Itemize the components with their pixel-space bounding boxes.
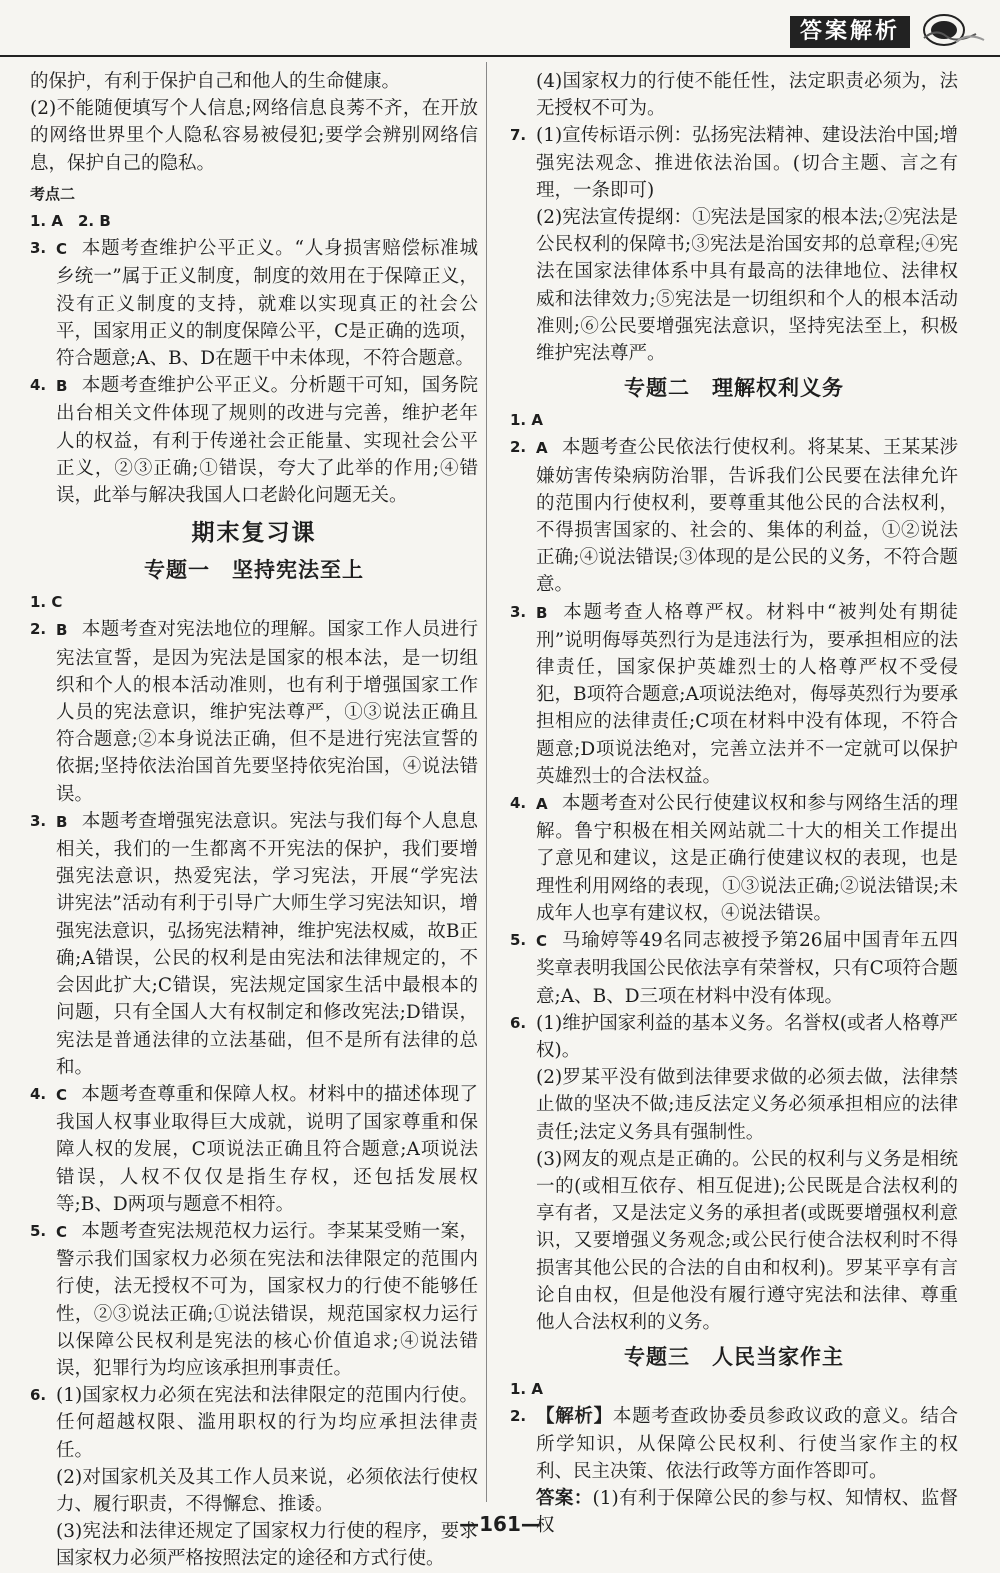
header-rule <box>0 55 1000 57</box>
answer-part-2: (2)对国家机关及其工作人员来说，必须依法行使权力、履行职责，不得懈怠、推诿。 <box>56 1466 478 1515</box>
question-3 <box>30 235 478 372</box>
topic-name: 人民当家作主 <box>712 1345 844 1370</box>
answers-1-2: 1. A 2. B <box>30 212 111 231</box>
question-number: 2. <box>510 438 527 457</box>
question-7 <box>510 122 958 204</box>
intro-line-1: 的保护，有利于保护自己和他人的生命健康。 <box>30 71 401 92</box>
topic-2-title <box>510 373 958 403</box>
page-number: —161— <box>459 1512 541 1536</box>
right-column <box>510 68 958 1539</box>
explanation: 本题考查维护公平正义。分析题干可知，国务院出台相关文件体现了规则的改进与完善，维护老年人的权益，有利于传递社会正能量、实现社会公平正义，②③正确;①错误，夸大了此举的作用;④错误，此举与解决我国人口老龄化问题无关。 <box>56 375 478 507</box>
answer-letter: B <box>56 812 68 831</box>
answer-letter: B <box>56 377 68 396</box>
question-number: 3. <box>30 239 47 258</box>
t1-question-6 <box>30 1382 478 1464</box>
kaodian-heading: 考点二 <box>30 184 76 203</box>
t2-question-5 <box>510 927 958 1010</box>
question-4 <box>30 372 478 509</box>
answer-letter: A <box>536 795 548 814</box>
question-number: 2. <box>30 620 47 639</box>
explanation: 马瑜婷等49名同志被授予第26届中国青年五四奖章表明我国公民依法享有荣誉权，只有C项符合题意;A、B、D三项在材料中没有体现。 <box>536 930 958 1007</box>
answer-text: (1)有利于保障公民的参与权、知情权、监督权 <box>536 1487 958 1537</box>
explanation: 本题考查对宪法地位的理解。国家工作人员进行宪法宣誓，是因为宪法是国家的根本法，是一切组织和个人的根本活动准则，也有利于增强国家工作人员的宪法意识，维护宪法尊严，①③说法正确且符合题意;②本身说法正确，但不是进行宪法宣誓的依据;坚持依法治国首先要坚持依宪治国，④说法错误。 <box>56 619 478 805</box>
topic-3-title <box>510 1342 958 1372</box>
answer-part-3: (3)宪法和法律还规定了国家权力行使的程序，要求国家权力必须严格按照法定的途径和方式行使。 <box>56 1521 478 1570</box>
explanation: 本题考查宪法规范权力运行。李某某受贿一案，警示我们国家权力必须在宪法和法律限定的范围内行使，法无授权不可为，国家权力的行使不能够任性，②③说法正确;①说法错误，规范国家权力运行以保障公民权利是宪法的核心价值追求;④说法错误，犯罪行为均应该承担刑事责任。 <box>56 1220 478 1379</box>
t1-question-2 <box>30 616 478 807</box>
answer-letter: C <box>56 1222 68 1241</box>
answer-letter: C <box>536 932 548 951</box>
t1-question-3 <box>30 808 478 1081</box>
answer-part-1: (1)宣传标语示例：弘扬宪法精神、建设法治中国;增强宪法观念、推进依法治国。(切合主题、言之有理，一条即可) <box>536 125 958 201</box>
answer-letter: C <box>56 1085 68 1104</box>
t1-answer-1: 1. C <box>30 593 63 612</box>
explanation: 本题考查人格尊严权。材料中“被判处有期徒刑”说明侮辱英烈行为是违法行为，要承担相应的法律责任，国家保护英雄烈士的人格尊严权不受侵犯，B项符合题意;A项说法绝对，侮辱英烈行为要承担相应的法律责任;C项在材料中没有体现，不符合题意;D项说法绝对，完善立法并不一定就可以保护英雄烈士的合法权益。 <box>536 601 958 787</box>
answer-part-2: (2)罗某平没有做到法律要求做的必须去做，法律禁止做的坚决不做;违反法定义务必须承担相应的法律责任;法定义务具有强制性。 <box>536 1067 958 1143</box>
question-number: 5. <box>30 1221 47 1240</box>
answer-letter: B <box>536 603 548 622</box>
answer-letter: B <box>56 621 68 640</box>
question-number: 5. <box>510 931 527 950</box>
landscape-emblem-icon <box>916 8 986 52</box>
topic-name: 坚持宪法至上 <box>232 558 364 583</box>
t2-question-2 <box>510 434 958 598</box>
topic-label: 专题三 <box>624 1345 690 1370</box>
t2-answer-1: 1. A <box>510 411 543 430</box>
column-divider <box>486 62 487 1502</box>
topic-1-title <box>30 555 478 585</box>
page-header <box>0 0 1000 62</box>
topic-label: 专题一 <box>144 558 210 583</box>
continued-part-4: (4)国家权力的行使不能任性，法定职责必须为，法无授权不可为。 <box>536 71 958 120</box>
t2-question-6 <box>510 1010 958 1064</box>
question-number: 4. <box>30 376 47 395</box>
question-number: 7. <box>510 126 527 145</box>
explanation: 本题考查公民依法行使权利。将某某、王某某涉嫌妨害传染病防治罪，告诉我们公民要在法律允许的范围内行使权利，要尊重其他公民的合法权利，不得损害国家的、社会的、集体的利益，①②说法正确;④说法错误;③体现的是公民的义务，不符合题意。 <box>536 437 958 596</box>
question-number: 4. <box>510 794 527 813</box>
t2-question-3 <box>510 599 958 790</box>
explanation: 本题考查维护公平正义。“人身损害赔偿标准城乡统一”属于正义制度，制度的效用在于保障正义，没有正义制度的支持，就难以实现真正的社会公平，国家用正义的制度保障公平，C是正确的选项，符合题意;A、B、D在题干中未体现，不符合题意。 <box>56 238 478 370</box>
t3-answer-1: 1. A <box>510 1380 543 1399</box>
final-review-title: 期末复习课 <box>191 520 317 547</box>
answer-part-1: (1)国家权力必须在宪法和法律限定的范围内行使。任何超越权限、滥用职权的行为均应承担法律责任。 <box>56 1385 478 1461</box>
left-column <box>30 68 478 1573</box>
question-number: 6. <box>30 1386 47 1405</box>
question-number: 3. <box>30 811 47 830</box>
t2-question-4 <box>510 790 958 927</box>
explanation: 本题考查尊重和保障人权。材料中的描述体现了我国人权事业取得巨大成就，说明了国家尊重和保障人权的发展，C项说法正确且符合题意;A项说法错误，人权不仅仅是指生存权，还包括发展权等;B、D两项与题意不相符。 <box>56 1083 478 1215</box>
intro-line-2: (2)不能随便填写个人信息;网络信息良莠不齐，在开放的网络世界里个人隐私容易被侵犯;要学会辨别网络信息，保护自己的隐私。 <box>30 98 478 174</box>
explanation: 本题考查增强宪法意识。宪法与我们每个人息息相关，我们的一生都离不开宪法的保护，我们要增强宪法意识，热爱宪法，学习宪法，开展“学宪法 讲宪法”活动有利于引导广大师生学习宪法知识，增强宪法意识，弘扬宪法精神，维护宪法权威，故B正确;A错误，公民的权利是由宪法和法律规定的，不会因此扩大;C错误，宪法规定国家生活中最根本的问题，只有全国人大有权制定和修改宪法;D错误，宪法是普通法律的立法基础，但不是所有法律的总和。 <box>56 810 478 1078</box>
answer-part-3: (3)网友的观点是正确的。公民的权利与义务是相统一的(或相互依存、相互促进);公民既是合法权利的享有者，又是法定义务的承担者(或既要增强权利意识，又要增强义务观念;或公民行使合法权利时不得损害其他公民的合法的自由和权利)。罗某平享有言论自由权，但是他没有履行遵守宪法和法律、尊重他人合法权利的义务。 <box>536 1148 958 1333</box>
answer-part-2: (2)宪法宣传提纲：①宪法是国家的根本法;②宪法是公民权利的保障书;③宪法是治国安邦的总章程;④宪法在国家法律体系中具有最高的法律地位、法律权威和法律效力;⑤宪法是一切组织和个人的根本活动准则;⑥公民要增强宪法意识，坚持宪法至上，积极维护宪法尊严。 <box>536 207 958 365</box>
t3-question-2 <box>510 1403 958 1485</box>
question-number: 6. <box>510 1013 527 1032</box>
answer-label: 答案： <box>536 1487 593 1509</box>
explanation: 本题考查对公民行使建议权和参与网络生活的理解。鲁宁积极在相关网站就二十大的相关工作提出了意见和建议，这是正确行使建议权的表现，也是理性利用网络的表现，①③说法正确;②说法错误;未成年人也享有建议权，④说法错误。 <box>536 793 958 924</box>
answer-letter: C <box>56 240 68 259</box>
question-number: 3. <box>510 602 527 621</box>
explanation: 本题考查政协委员参政议政的意义。结合所学知识，从保障公民权利、行使当家作主的权利、民主决策、依法行政等方面作答即可。 <box>536 1406 958 1482</box>
analysis-tag: 【解析】 <box>536 1406 613 1428</box>
question-number: 2. <box>510 1407 527 1426</box>
topic-name: 理解权利义务 <box>712 376 844 401</box>
topic-label: 专题二 <box>624 376 690 401</box>
answer-part-1: (1)维护国家利益的基本义务。名誉权(或者人格尊严权)。 <box>536 1012 958 1061</box>
answer-letter: A <box>536 439 548 458</box>
t1-question-5 <box>30 1218 478 1382</box>
question-number: 4. <box>30 1084 47 1103</box>
t1-question-4 <box>30 1081 478 1218</box>
answer-analysis-badge: 答案解析 <box>790 16 910 48</box>
